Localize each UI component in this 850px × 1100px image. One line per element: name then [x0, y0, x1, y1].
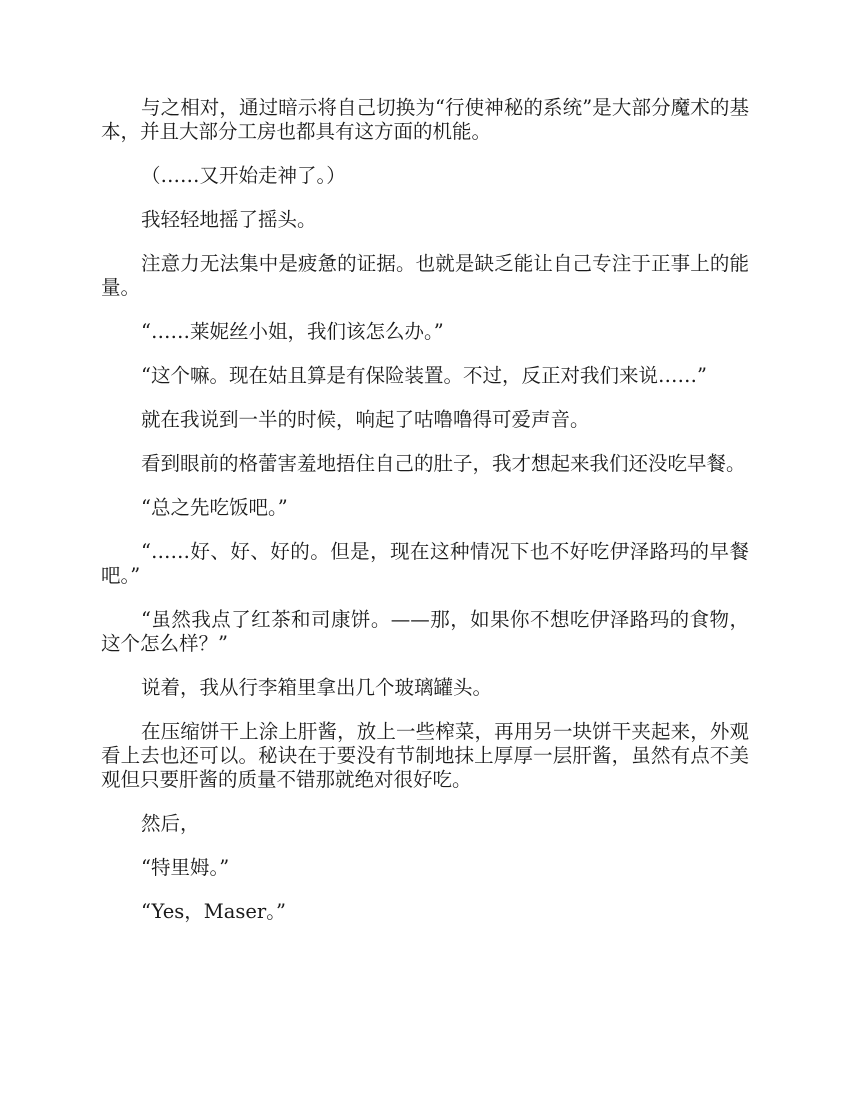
- paragraph: “Yes，Maser。”: [141, 900, 286, 923]
- paragraph: “……好、好、好的。但是，现在这种情况下也不好吃伊泽路玛的早餐吧。”: [101, 540, 749, 587]
- paragraph: （……又开始走神了。）: [141, 164, 346, 187]
- paragraph: “……莱妮丝小姐，我们该怎么办。”: [141, 320, 444, 343]
- paragraph: 然后，: [141, 812, 200, 835]
- paragraph: “这个嘛。现在姑且算是有保险装置。不过，反正对我们来说……”: [141, 364, 707, 387]
- paragraph: 就在我说到一半的时候，响起了咕噜噜得可爱声音。: [141, 408, 590, 431]
- document-page: [101, 96, 749, 944]
- paragraph: 在压缩饼干上涂上肝酱，放上一些榨菜，再用另一块饼干夹起来，外观看上去也还可以。秘诀在于要没有节制地抹上厚厚一层肝酱，虽然有点不美观但只要肝酱的质量不错那就绝对很好吃。: [101, 720, 749, 791]
- paragraph: 与之相对，通过暗示将自己切换为“行使神秘的系统”是大部分魔术的基本，并且大部分工房也都具有这方面的机能。: [101, 96, 749, 143]
- paragraph: 我轻轻地摇了摇头。: [141, 208, 317, 231]
- paragraph: “特里姆。”: [141, 856, 230, 879]
- paragraph: 注意力无法集中是疲惫的证据。也就是缺乏能让自己专注于正事上的能量。: [101, 252, 749, 299]
- paragraph: 看到眼前的格蕾害羞地捂住自己的肚子，我才想起来我们还没吃早餐。: [141, 452, 746, 475]
- paragraph: 说着，我从行李箱里拿出几个玻璃罐头。: [141, 676, 493, 699]
- paragraph: “总之先吃饭吧。”: [141, 496, 288, 519]
- paragraph: “虽然我点了红茶和司康饼。——那，如果你不想吃伊泽路玛的食物，这个怎么样？”: [101, 608, 749, 655]
